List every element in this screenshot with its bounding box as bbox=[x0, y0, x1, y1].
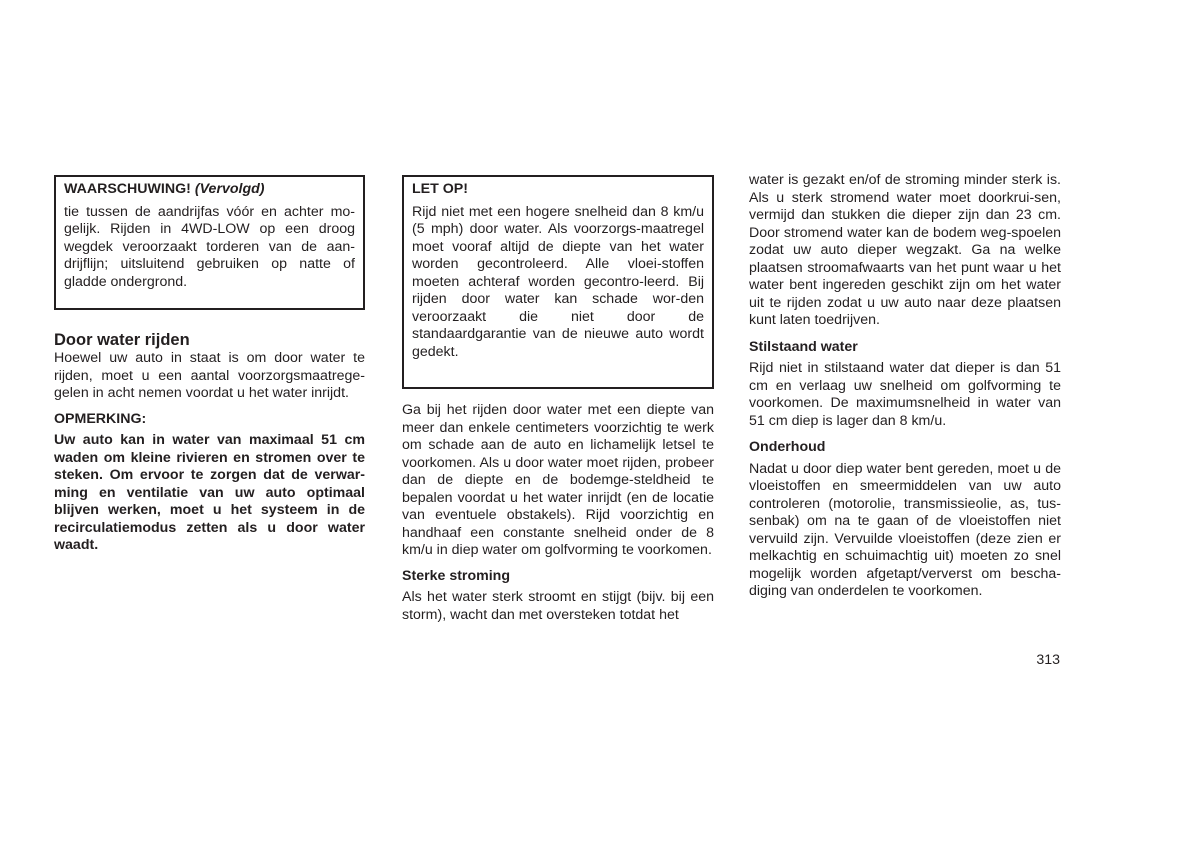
maintenance-heading: Onderhoud bbox=[749, 439, 826, 455]
warning-continued-label: (Vervolgd) bbox=[194, 181, 265, 197]
still-water-text: Rijd niet in stilstaand water dat dieper is dan 51 cm en verlaag uw snelheid om golfvorming te voorkomen. De maximumsnelheid in water van 51 cm diep is lager dan 8 km/u. bbox=[749, 360, 1061, 429]
strong-current-heading: Sterke stroming bbox=[402, 567, 511, 584]
column-left bbox=[54, 175, 365, 555]
note-text: Uw auto kan in water van maximaal 51 cm waden om kleine rivieren en stromen over te steken. Om ervoor te zorgen dat de verwar-ming en ventilatie van uw auto optimaal blijven werken, moet u het systeem in de recirculatiemodus zetten als u door water waadt. bbox=[54, 432, 365, 553]
column-right bbox=[749, 172, 1061, 601]
warning-box bbox=[54, 175, 365, 310]
caution-title: LET OP! bbox=[412, 181, 468, 197]
section-intro: Hoewel uw auto in staat is om door water te rijden, moet u een aantal voorzorgsmaatrege-gelen in acht nemen voordat u het water inrijdt. bbox=[54, 350, 365, 401]
section-heading: Door water rijden bbox=[54, 331, 190, 349]
warning-label: WAARSCHUWING! bbox=[64, 181, 191, 197]
column-middle bbox=[402, 175, 714, 624]
warning-text: tie tussen de aandrijfas vóór en achter mo-gelijk. Rijden in 4WD-LOW op een droog wegdek veroorzaakt torderen van de aan-drijflijn; uitsluitend gebruiken op natte of gladde ondergrond. bbox=[64, 203, 355, 290]
still-water-heading: Stilstaand water bbox=[749, 338, 858, 355]
strong-current-text: Als het water sterk stroomt en stijgt (bijv. bij een storm), wacht dan met oversteken totdat het bbox=[402, 589, 714, 623]
page-number: 313 bbox=[1036, 652, 1060, 668]
continuation-paragraph: water is gezakt en/of de stroming minder sterk is. Als u sterk stromend water moet doorkrui-sen, vermijd dan stukken die dieper zijn dan 23 cm. Door stromend water kan de bodem weg-spoelen zodat uw auto dieper wegzakt. Ga na welke plaatsen stroomafwaarts van het punt waar u het water bent ingereden geschikt zijn om het water uit te rijden zodat u uw auto naar deze plaatsen kunt laten toedrijven. bbox=[749, 172, 1061, 328]
wading-paragraph: Ga bij het rijden door water met een diepte van meer dan enkele centimeters voorzichtig te werk om schade aan de auto en lichamelijk letsel te voorkomen. Als u door water moet rijden, probeer dan de diepte en de bodemge-steldheid te bepalen voordat u het water inrijdt (en de locatie van eventuele obstakels). Rijd voorzichtig en handhaaf een constante snelheid onder de 8 km/u in diep water om golfvorming te voorkomen. bbox=[402, 402, 714, 558]
warning-title bbox=[64, 181, 355, 199]
caution-text: Rijd niet met een hogere snelheid dan 8 km/u (5 mph) door water. Als voorzorgs-maatregel moet vooraf altijd de diepte van het water worden gecontroleerd. Alle vloei-stoffen moeten achteraf worden gecontro-leerd. Bij rijden door water kan schade wor-den veroorzaakt die niet door de standaardgarantie van de nieuwe auto wordt gedekt. bbox=[412, 203, 704, 360]
maintenance-text: Nadat u door diep water bent gereden, moet u de vloeistoffen en smeermiddelen van uw auto controleren (motorolie, transmissieolie, as, tus-senbak) om na te gaan of de vloeistoffen niet vervuild zijn. Vervuilde vloeistoffen (deze zien er melkachtig en schuimachtig uit) moeten zo snel mogelijk worden afgetapt/ververst om bescha-diging van onderdelen te voorkomen. bbox=[749, 460, 1061, 599]
caution-box bbox=[402, 175, 714, 389]
note-label: OPMERKING: bbox=[54, 410, 147, 427]
